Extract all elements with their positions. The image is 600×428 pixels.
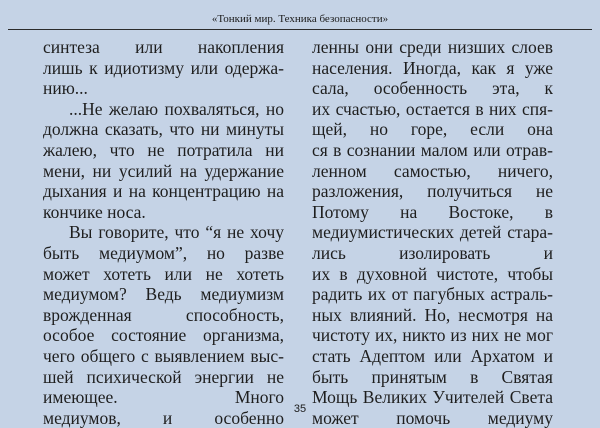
text-line: Вы говорите, что “я не хочу [69, 222, 284, 243]
text-line: особое состояние организма, [43, 325, 284, 346]
text-line: ных влияний. Но, несмотря на [312, 304, 553, 325]
text-line: мени, ни усилий на удержание [43, 160, 284, 181]
text-line: врожденная способность, [43, 304, 284, 325]
text-line: лишь к идиотизму или одержа- [43, 57, 284, 78]
text-line: ленны они среди низших слоев [312, 37, 553, 57]
left-text-column [43, 37, 284, 428]
text-line: чего общего с выявлением выс- [43, 345, 284, 366]
text-line: ...Не желаю похваляться, но [69, 98, 284, 119]
text-line: медиумистических детей стара- [312, 222, 553, 243]
header-title: «Тонкий мир. Техника безопасности» [211, 13, 389, 25]
text-line: их счастью, остается в них спя- [312, 98, 553, 119]
text-line: ленном самостью, ничего, [312, 160, 553, 181]
text-line: Потому на Востоке, в [312, 201, 553, 222]
text-line: сала, особенность эта, к [312, 78, 553, 99]
text-line: быть медиумом”, но разве [43, 242, 284, 263]
text-line: синтеза или накопления [43, 37, 284, 57]
text-line: ся в сознании малом или отрав- [312, 139, 553, 160]
text-line: стать Адептом или Архатом и [312, 345, 553, 366]
text-line: разложения, получиться не [312, 181, 553, 202]
text-line: Мощь Великих Учителей Света [312, 387, 553, 408]
text-line: дыхания и на концентрацию на [43, 181, 284, 202]
text-line: их в духовной чистоте, чтобы [312, 263, 553, 284]
text-line: может хотеть или не хотеть [43, 263, 284, 284]
text-line: чистоту их, никто из них не мог [312, 325, 553, 346]
text-line: жалею, что не потратила ни [43, 139, 284, 160]
text-line: имеющее. Много [43, 387, 284, 408]
text-line: лись изолировать и [312, 242, 553, 263]
text-line: щей, но горе, если она [312, 119, 553, 140]
text-line: может помочь медиуму [312, 407, 553, 428]
text-line: быть принятым в Святая [312, 366, 553, 387]
text-line: должна сказать, что ни минуты [43, 119, 284, 140]
text-line: медиумов, и особенно [43, 407, 284, 428]
page-number: 35 [293, 403, 307, 415]
text-line: населения. Иногда, как я уже [312, 57, 553, 78]
text-line: нию... [43, 78, 88, 99]
text-line: шей психической энергии не [43, 366, 284, 387]
text-line: медиумом? Ведь медиумизм [43, 284, 284, 305]
running-header [8, 3, 592, 30]
text-line: радить их от пагубных астраль- [312, 284, 553, 305]
text-line: кончике носа. [43, 201, 146, 222]
right-text-column [312, 37, 553, 428]
